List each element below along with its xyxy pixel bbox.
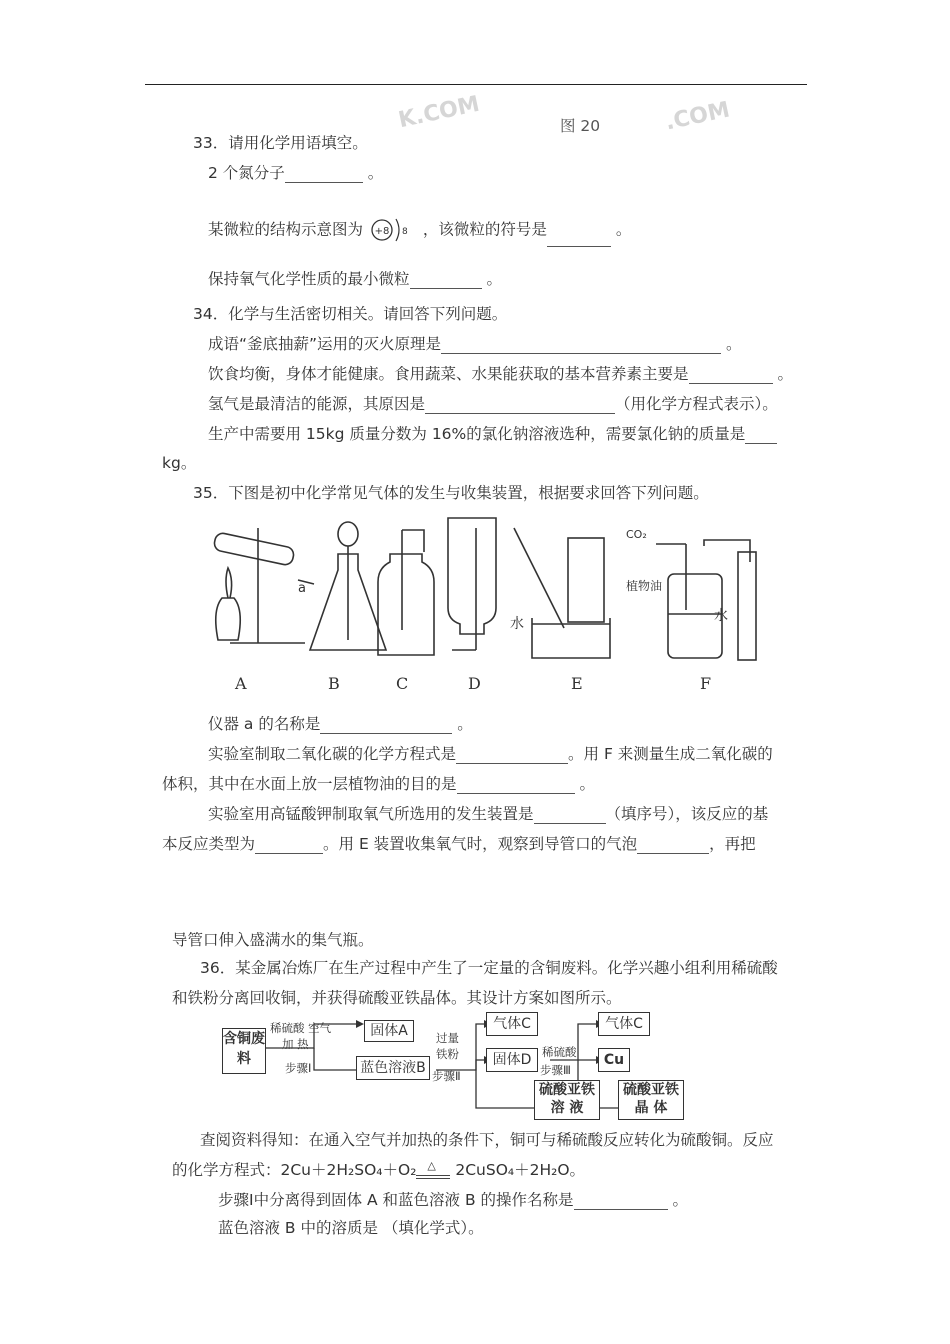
atom-structure-diagram	[368, 213, 418, 247]
header-rule	[145, 84, 807, 85]
tube-c-bend	[402, 530, 424, 552]
q34-line2: 饮食均衡，身体才能健康。食用蔬菜、水果能获取的基本营养素主要是 。	[208, 365, 793, 383]
label-D: D	[468, 674, 481, 693]
q36-line2: 和铁粉分离回收铜，并获得硫酸亚铁晶体。其设计方案如图所示。	[172, 989, 622, 1007]
q35-line1: 仪器 a 的名称是 。	[208, 715, 473, 733]
label-water-f: 水	[714, 608, 728, 624]
box-copper: Cu	[598, 1048, 630, 1072]
box-feso4-solution: 硫酸亚铁溶 液	[534, 1080, 600, 1120]
separatory-funnel	[338, 522, 358, 546]
label-A: A	[235, 674, 247, 693]
box-feso4-crystal: 硫酸亚铁晶 体	[618, 1080, 684, 1120]
test-tube	[213, 532, 295, 566]
label-acid2: 稀硫酸	[542, 1045, 577, 1059]
q33-line1: 2 个氮分子 。	[208, 164, 384, 182]
watermark: .COM	[663, 97, 732, 136]
apparatus-figure	[190, 510, 810, 670]
collecting-bottle-e	[568, 538, 604, 622]
measuring-cylinder	[738, 552, 756, 660]
label-a: a	[298, 581, 306, 596]
box-solid-a: 固体A	[364, 1020, 414, 1042]
svg-text:+8: +8	[374, 226, 390, 237]
box-blue-solution-b: 蓝色溶液B	[356, 1056, 430, 1080]
delivery-tube-e	[514, 528, 564, 628]
q34-line4-unit: kg。	[162, 454, 197, 472]
q35-title: 35．下图是初中化学常见气体的发生与收集装置，根据要求回答下列问题。	[193, 484, 709, 502]
box-solid-d: 固体D	[486, 1048, 538, 1072]
label-step1: 步骤Ⅰ	[285, 1061, 312, 1075]
q33-line3: 保持氧气化学性质的最小微粒 。	[208, 270, 502, 288]
q35-line3: 体积，其中在水面上放一层植物油的目的是 。	[162, 775, 595, 793]
label-excess: 过量	[436, 1031, 459, 1045]
alcohol-lamp	[216, 598, 241, 640]
label-iron-powder: 铁粉	[436, 1047, 459, 1061]
q36-line5: 步骤Ⅰ中分离得到固体 A 和蓝色溶液 B 的操作名称是 。	[218, 1191, 688, 1209]
outlet-tube	[704, 540, 750, 562]
q35-line6: 导管口伸入盛满水的集气瓶。	[172, 931, 374, 949]
label-B: B	[328, 674, 340, 693]
q36-line3: 查阅资料得知：在通入空气并加热的条件下，铜可与稀硫酸反应转化为硫酸铜。反应	[200, 1131, 774, 1149]
q33-title: 33．请用化学用语填空。	[193, 134, 368, 152]
label-co2: CO₂	[626, 528, 647, 541]
figure-caption: 图 20	[560, 117, 601, 135]
gas-bottle-d	[448, 518, 496, 634]
box-waste: 含铜废料	[222, 1028, 266, 1074]
q34-line4: 生产中需要用 15kg 质量分数为 16%的氯化钠溶液选种，需要氯化钠的质量是	[208, 424, 777, 444]
label-oil: 植物油	[626, 579, 663, 593]
q35-line2: 实验室制取二氧化碳的化学方程式是 。用 F 来测量生成二氧化碳的	[208, 745, 773, 763]
label-C: C	[396, 674, 409, 693]
label-E: E	[571, 674, 583, 693]
q36-line1: 36．某金属冶炼厂在生产过程中产生了一定量的含铜废料。化学兴趣小组利用稀硫酸	[200, 959, 778, 977]
q35-line5: 本反应类型为 。用 E 装置收集氧气时，观察到导管口的气泡 ，再把	[162, 835, 756, 853]
q34-line3: 氢气是最清洁的能源，其原因是 （用化学方程式表示）。	[208, 395, 778, 413]
q35-line4: 实验室用高锰酸钾制取氧气所选用的发生装置是 （填序号），该反应的基	[208, 805, 769, 823]
q36-line6: 蓝色溶液 B 中的溶质是 （填化学式）。	[218, 1219, 484, 1237]
label-step2: 步骤Ⅱ	[432, 1069, 461, 1083]
q36-line4: 的化学方程式：2Cu＋2H₂SO₄＋O₂ △ 2CuSO₄＋2H₂O。	[172, 1159, 586, 1179]
svg-text:8: 8	[401, 227, 408, 237]
label-acid-air: 稀硫酸 空气	[270, 1021, 332, 1035]
q34-title: 34．化学与生活密切相关。请回答下列问题。	[193, 305, 508, 323]
watermark: K.COM	[396, 91, 482, 134]
label-step3: 步骤Ⅲ	[540, 1063, 571, 1077]
lamp-flame	[226, 568, 232, 598]
label-F: F	[700, 674, 712, 693]
box-gas-c2: 气体C	[598, 1012, 650, 1036]
q34-line1: 成语“釜底抽薪”运用的灭火原理是 。	[208, 335, 742, 353]
label-heat: 加 热	[282, 1037, 309, 1051]
box-gas-c1: 气体C	[486, 1012, 538, 1036]
label-water-e: 水	[510, 616, 524, 632]
q33-line2: 某微粒的结构示意图为 +8 8 ，该微粒的符号是 。	[208, 213, 631, 247]
gas-bottle-c	[378, 554, 434, 655]
